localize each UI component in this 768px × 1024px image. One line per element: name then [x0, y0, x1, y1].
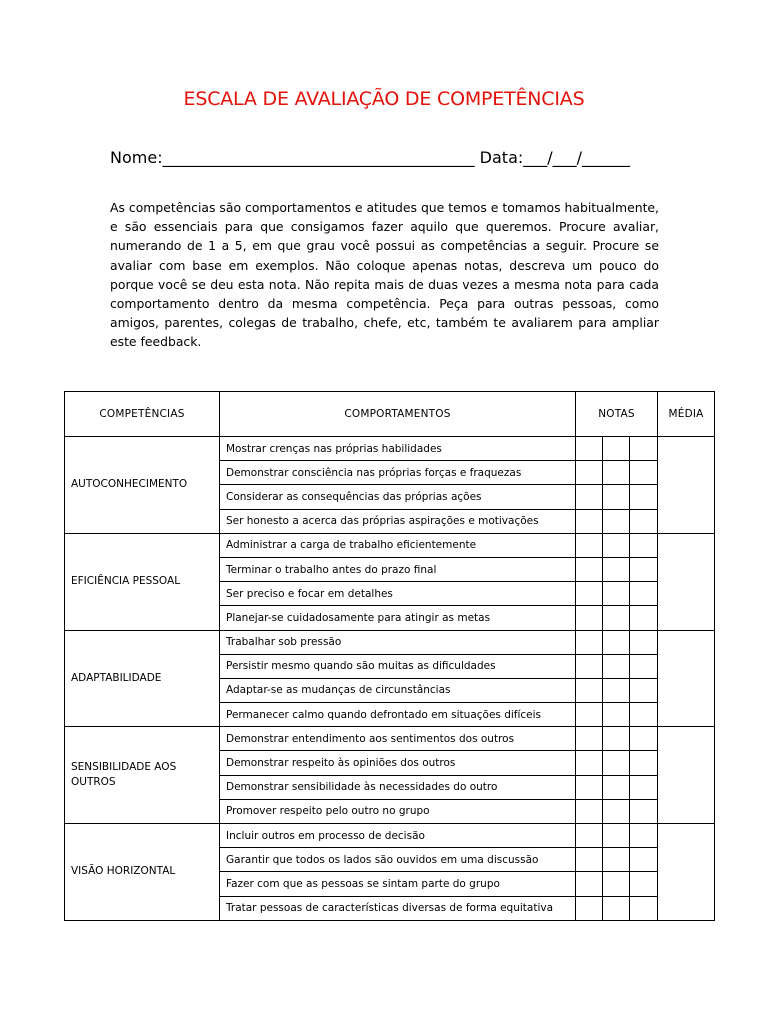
name-date-line: Nome:_______________________________________ Data:___/___/______ [110, 148, 631, 167]
behavior-text: Demonstrar consciência nas próprias forças e fraquezas [220, 461, 576, 485]
average-cell[interactable] [658, 824, 715, 921]
score-cell[interactable] [576, 630, 603, 654]
score-cell[interactable] [630, 557, 658, 581]
score-cell[interactable] [630, 848, 658, 872]
behavior-text: Terminar o trabalho antes do prazo final [220, 557, 576, 581]
behavior-text: Mostrar crenças nas próprias habilidades [220, 437, 576, 461]
score-cell[interactable] [576, 654, 603, 678]
score-cell[interactable] [576, 461, 603, 485]
score-cell[interactable] [630, 896, 658, 920]
behavior-text: Permanecer calmo quando defrontado em situações difíceis [220, 703, 576, 727]
behavior-text: Tratar pessoas de características diversas de forma equitativa [220, 896, 576, 920]
score-cell[interactable] [576, 485, 603, 509]
score-cell[interactable] [603, 727, 630, 751]
score-cell[interactable] [576, 751, 603, 775]
score-cell[interactable] [603, 751, 630, 775]
score-cell[interactable] [630, 630, 658, 654]
behavior-text: Demonstrar entendimento aos sentimentos dos outros [220, 727, 576, 751]
behavior-text: Planejar-se cuidadosamente para atingir as metas [220, 606, 576, 630]
behavior-text: Adaptar-se as mudanças de circunstâncias [220, 678, 576, 702]
score-cell[interactable] [603, 437, 630, 461]
score-cell[interactable] [603, 630, 630, 654]
average-cell[interactable] [658, 630, 715, 727]
behavior-text: Incluir outros em processo de decisão [220, 824, 576, 848]
score-cell[interactable] [576, 775, 603, 799]
average-cell[interactable] [658, 533, 715, 630]
score-cell[interactable] [630, 775, 658, 799]
behavior-text: Trabalhar sob pressão [220, 630, 576, 654]
competency-table [64, 391, 715, 921]
behavior-text: Ser preciso e focar em detalhes [220, 582, 576, 606]
score-cell[interactable] [603, 654, 630, 678]
score-cell[interactable] [603, 557, 630, 581]
score-cell[interactable] [630, 582, 658, 606]
table-row [65, 824, 715, 848]
score-cell[interactable] [630, 461, 658, 485]
score-cell[interactable] [576, 533, 603, 557]
behavior-text: Promover respeito pelo outro no grupo [220, 799, 576, 823]
document-title: ESCALA DE AVALIAÇÃO DE COMPETÊNCIAS [183, 88, 585, 110]
score-cell[interactable] [576, 557, 603, 581]
table-row [65, 533, 715, 557]
table-row [65, 727, 715, 751]
table-row [65, 630, 715, 654]
score-cell[interactable] [576, 509, 603, 533]
score-cell[interactable] [630, 727, 658, 751]
score-cell[interactable] [630, 703, 658, 727]
score-cell[interactable] [576, 727, 603, 751]
competency-name: VISÃO HORIZONTAL [65, 824, 220, 921]
score-cell[interactable] [576, 437, 603, 461]
score-cell[interactable] [630, 872, 658, 896]
score-cell[interactable] [603, 509, 630, 533]
behavior-text: Demonstrar respeito às opiniões dos outros [220, 751, 576, 775]
score-cell[interactable] [603, 461, 630, 485]
average-cell[interactable] [658, 437, 715, 534]
score-cell[interactable] [603, 896, 630, 920]
score-cell[interactable] [630, 606, 658, 630]
score-cell[interactable] [630, 485, 658, 509]
score-cell[interactable] [630, 654, 658, 678]
score-cell[interactable] [576, 799, 603, 823]
score-cell[interactable] [630, 824, 658, 848]
table-header-row [65, 392, 715, 437]
header-notas: NOTAS [576, 392, 658, 437]
score-cell[interactable] [576, 678, 603, 702]
score-cell[interactable] [576, 896, 603, 920]
competency-name: ADAPTABILIDADE [65, 630, 220, 727]
score-cell[interactable] [630, 533, 658, 557]
score-cell[interactable] [576, 582, 603, 606]
header-media: MÉDIA [658, 392, 715, 437]
header-competencias: COMPETÊNCIAS [65, 392, 220, 437]
behavior-text: Administrar a carga de trabalho eficientemente [220, 533, 576, 557]
intro-paragraph: As competências são comportamentos e atitudes que temos e tomamos habitualmente, e são essenciais para que consigamos fazer aquilo que queremos. Procure avaliar, numerando de 1 a 5, em que grau você possui as competências a seguir. Procure se avaliar com base em exemplos. Não coloque apenas notas, descreva um pouco do porque você se deu esta nota. Não repita mais de duas vezes a mesma nota para cada comportamento dentro da mesma competência. Peça para outras pessoas, como amigos, parentes, colegas de trabalho, chefe, etc, também te avaliarem para ampliar este feedback. [110, 200, 659, 350]
table-body [65, 437, 715, 921]
behavior-text: Persistir mesmo quando são muitas as dificuldades [220, 654, 576, 678]
score-cell[interactable] [630, 678, 658, 702]
score-cell[interactable] [603, 775, 630, 799]
score-cell[interactable] [630, 437, 658, 461]
score-cell[interactable] [576, 606, 603, 630]
behavior-text: Garantir que todos os lados são ouvidos em uma discussão [220, 848, 576, 872]
score-cell[interactable] [630, 751, 658, 775]
score-cell[interactable] [603, 606, 630, 630]
score-cell[interactable] [576, 872, 603, 896]
score-cell[interactable] [603, 872, 630, 896]
behavior-text: Fazer com que as pessoas se sintam parte do grupo [220, 872, 576, 896]
competency-name: AUTOCONHECIMENTO [65, 437, 220, 534]
score-cell[interactable] [630, 509, 658, 533]
average-cell[interactable] [658, 727, 715, 824]
score-cell[interactable] [603, 533, 630, 557]
table-row [65, 437, 715, 461]
score-cell[interactable] [603, 582, 630, 606]
behavior-text: Considerar as consequências das próprias ações [220, 485, 576, 509]
score-cell[interactable] [603, 678, 630, 702]
header-comportamentos: COMPORTAMENTOS [220, 392, 576, 437]
competency-name: SENSIBILIDADE AOS OUTROS [65, 727, 220, 824]
score-cell[interactable] [603, 703, 630, 727]
score-cell[interactable] [630, 799, 658, 823]
score-cell[interactable] [576, 848, 603, 872]
score-cell[interactable] [603, 848, 630, 872]
score-cell[interactable] [603, 485, 630, 509]
score-cell[interactable] [576, 824, 603, 848]
competency-name: EFICIÊNCIA PESSOAL [65, 533, 220, 630]
score-cell[interactable] [603, 824, 630, 848]
score-cell[interactable] [603, 799, 630, 823]
behavior-text: Ser honesto a acerca das próprias aspirações e motivações [220, 509, 576, 533]
score-cell[interactable] [576, 703, 603, 727]
behavior-text: Demonstrar sensibilidade às necessidades do outro [220, 775, 576, 799]
